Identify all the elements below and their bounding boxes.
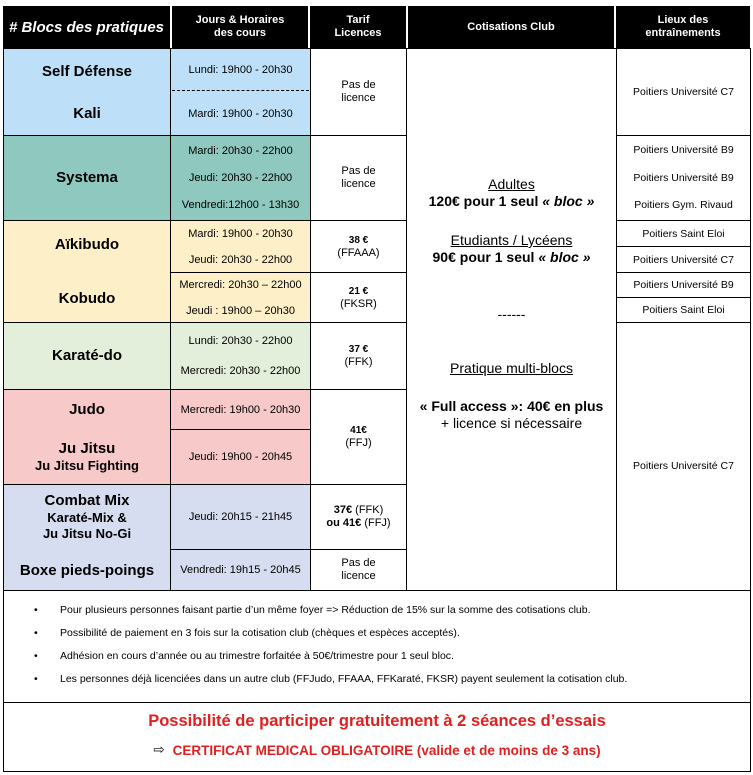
bloc-systema	[3, 135, 171, 221]
tarif-systema	[310, 135, 407, 221]
bloc-self-defense: Self Défense	[41, 63, 133, 80]
footer-essais	[3, 709, 751, 733]
horaire-systema-1: Mardi: 20h30 - 22h00	[188, 145, 293, 157]
lieu-self-kali	[616, 48, 751, 136]
tarif-combat-price2: 41€	[342, 517, 362, 529]
cotisations-separator: ------	[497, 305, 526, 322]
horaire-kobudo-2: Jeudi : 19h00 – 20h30	[186, 305, 295, 317]
cotisations-etudiants	[408, 231, 615, 267]
tarif-judo	[310, 389, 407, 485]
tarif-self-kali-label: Pas de licence	[341, 79, 376, 104]
cotisations-etudiants-label: Etudiants / Lycéens	[450, 232, 573, 248]
tarif-judo-price: 41€	[350, 425, 367, 436]
horaire-karate-1: Lundi: 20h30 - 22h00	[188, 335, 293, 347]
bloc-combat-mix-sub2: Ju Jitsu No-Gi	[42, 526, 132, 541]
tarif-kobudo-price: 21 €	[348, 285, 369, 297]
cotisations-full-access-rest: + licence si nécessaire	[440, 415, 583, 431]
lieu-aikibudo-1	[616, 220, 751, 247]
cotisations-adultes-prix: 120€ pour 1 seul	[428, 193, 543, 209]
header-lieux	[616, 6, 750, 48]
tarif-karate-price: 37 €	[348, 344, 369, 355]
arrow-right-icon: ⇨	[153, 742, 165, 757]
tarif-combat-fed1: (FFK)	[352, 504, 384, 516]
header-tarif	[310, 6, 406, 48]
horaire-systema-3: Vendredi:12h00 - 13h30	[181, 199, 300, 211]
footer-certificat-label: CERTIFICAT MEDICAL OBLIGATOIRE (valide et de moins de 3 ans)	[172, 742, 601, 758]
horaire-aikibudo-1: Mardi: 19h00 - 20h30	[188, 228, 293, 240]
horaire-systema-2: Jeudi: 20h30 - 22h00	[188, 172, 293, 184]
lieu-aikibudo-1-label: Poitiers Saint Eloi	[642, 227, 725, 240]
horaire-aikibudo-2: Jeudi: 20h30 - 22h00	[188, 254, 293, 266]
lieu-kobudo-1-label: Poitiers Université B9	[633, 279, 734, 291]
note-item: • Les personnes déjà licenciées dans un autre club (FFJudo, FFAAA, FFKaraté, FKSR) payent seulement la cotisation club.	[60, 673, 750, 686]
horaire-boxe: Vendredi: 19h15 - 20h45	[180, 564, 301, 576]
horaire-judo: Mercredi: 19h00 - 20h30	[180, 403, 301, 416]
divider	[172, 90, 309, 91]
header-blocs-label: # Blocs des pratiques	[8, 18, 165, 36]
bloc-boxe: Boxe pieds-poings	[19, 562, 155, 579]
cotisations-full-access	[414, 398, 609, 452]
horaire-jujitsu: Jeudi: 19h00 - 20h45	[188, 451, 293, 463]
tarif-combat-price1: 37€	[333, 504, 353, 516]
lieu-rest-label: Poitiers Université C7	[633, 459, 734, 472]
lieu-systema-1: Poitiers Université B9	[633, 144, 734, 156]
bloc-systema-label: Systema	[56, 169, 118, 186]
horaire-kobudo-1: Mercredi: 20h30 – 22h00	[179, 279, 302, 291]
tarif-judo-fed: (FFJ)	[345, 437, 372, 449]
horaire-karate-2: Mercredi: 20h30 - 22h00	[180, 365, 301, 377]
note-item: • Adhésion en cours d’année ou au trimestre forfaitée à 50€/trimestre pour 1 seul bloc.	[60, 650, 750, 663]
bloc-jujitsu	[3, 432, 171, 482]
header-lieux-label: Lieux des entraînements	[645, 14, 721, 39]
bloc-kobudo: Kobudo	[58, 290, 116, 307]
horaire-combat-mix: Jeudi: 20h15 - 21h45	[188, 511, 293, 523]
notes-box	[3, 590, 751, 703]
note-item: • Pour plusieurs personnes faisant partie d’un même foyer => Réduction de 15% sur la somme des cotisations club.	[60, 604, 750, 617]
footer-certificat	[3, 739, 751, 761]
lieu-self-kali-label: Poitiers Université C7	[633, 86, 734, 98]
tarif-karate-fed: (FFK)	[344, 356, 373, 368]
horaire-kali: Mardi: 19h00 - 20h30	[188, 108, 293, 120]
lieu-kobudo-2-label: Poitiers Saint Eloi	[642, 304, 725, 316]
cotisations-full-access-label: « Full access »: 40€ en plus	[419, 398, 604, 414]
tarif-systema-label: Pas de licence	[341, 165, 376, 190]
bloc-aikibudo: Aïkibudo	[54, 236, 120, 253]
lieu-aikibudo-2	[616, 246, 751, 273]
cotisations-adultes-bloc: « bloc »	[542, 193, 595, 209]
cotisations-adultes-label: Adultes	[488, 176, 535, 192]
tarif-boxe-label: Pas de licence	[341, 557, 376, 582]
bloc-jujitsu-label: Ju Jitsu	[58, 440, 116, 457]
cotisations-adultes	[408, 175, 615, 211]
tarif-kobudo-fed: (FKSR)	[340, 297, 377, 310]
tarif-aikibudo	[310, 220, 407, 273]
header-jours-label: Jours & Horaires des cours	[195, 14, 285, 39]
tarif-boxe	[310, 549, 407, 591]
tarif-combat-fed2: (FFJ)	[361, 517, 391, 529]
lieu-rest	[616, 322, 751, 591]
bloc-combat-mix-label: Combat Mix	[44, 492, 130, 509]
lieu-systema-2: Poitiers Université B9	[633, 172, 734, 184]
lieu-systema-3: Poitiers Gym. Rivaud	[634, 199, 733, 211]
tarif-karate	[310, 322, 407, 390]
tarif-kobudo	[310, 272, 407, 323]
bloc-combat-mix-sub1: Karaté-Mix &	[47, 510, 127, 525]
cotisations-etudiants-prix: 90€ pour 1 seul	[432, 249, 539, 265]
tarif-aikibudo-price: 38 €	[348, 234, 369, 246]
lieu-kobudo-2	[616, 297, 751, 323]
bloc-jujitsu-fighting-label: Ju Jitsu Fighting	[35, 458, 139, 473]
cotisations-etudiants-bloc: « bloc »	[538, 249, 591, 265]
horaire-self: Lundi: 19h00 - 20h30	[188, 64, 293, 76]
header-cotisations	[408, 6, 614, 48]
tarif-combat-ou: ou	[326, 517, 343, 529]
header-cotisations-label: Cotisations Club	[467, 20, 555, 33]
tarif-aikibudo-fed: (FFAAA)	[337, 246, 380, 259]
lieu-kobudo-1	[616, 272, 751, 298]
header-tarif-label: Tarif Licences	[334, 14, 382, 39]
notes-list	[4, 604, 750, 686]
tarif-self-kali	[310, 48, 407, 136]
bloc-judo: Judo	[69, 401, 105, 418]
tarif-combat-mix	[310, 484, 407, 550]
bloc-karate	[3, 322, 171, 390]
footer-essais-label: Possibilité de participer gratuitement à 2 séances d’essais	[148, 711, 606, 730]
cotisations-multi	[408, 358, 615, 378]
bloc-karate-label: Karaté-do	[51, 347, 122, 364]
bloc-kali: Kali	[73, 105, 101, 122]
lieu-aikibudo-2-label: Poitiers Université C7	[633, 253, 734, 266]
note-item: • Possibilité de paiement en 3 fois sur la cotisation club (chèques et espèces acceptés).	[60, 627, 750, 640]
bloc-combat-mix	[3, 488, 171, 546]
header-jours	[172, 6, 308, 48]
header-blocs	[3, 6, 170, 48]
cotisations-multi-label: Pratique multi-blocs	[450, 359, 573, 376]
